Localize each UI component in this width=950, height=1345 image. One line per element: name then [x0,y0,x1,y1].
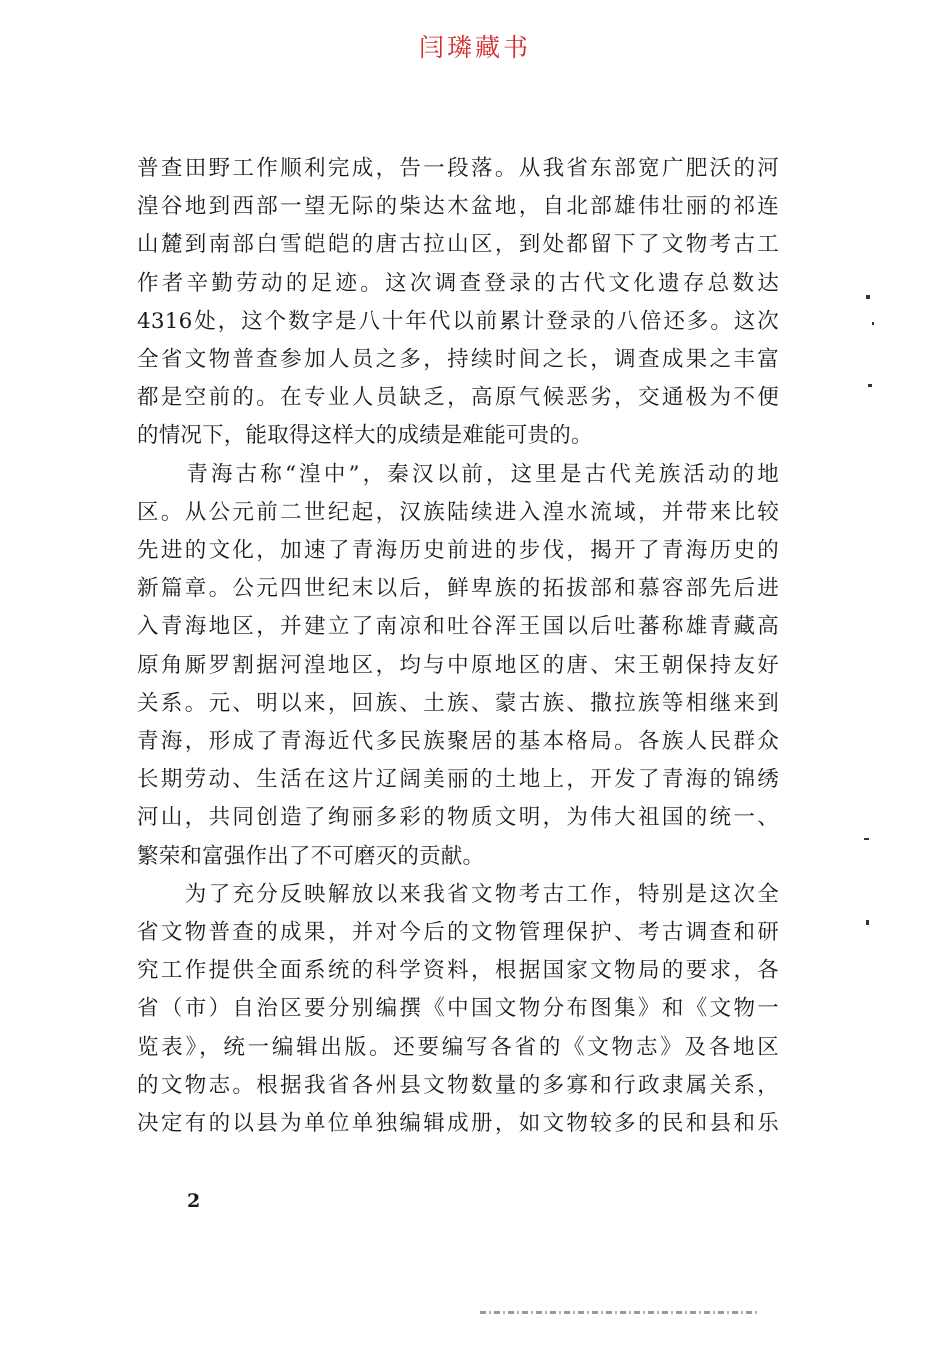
text-line: 区。从公元前二世纪起，汉族陆续进入湟水流域，并带来比较 [137,499,779,525]
text-line: 的情况下，能取得这样大的成绩是难能可贵的。 [137,423,593,449]
text-line: 览表》，统一编辑出版。还要编写各省的《文物志》及各地区 [137,1034,779,1060]
text-line: 青海，形成了青海近代多民族聚居的基本格局。各族人民群众 [137,729,779,755]
text-line: 长期劳动、生活在这片辽阔美丽的土地上，开发了青海的锦绣 [137,767,779,793]
paragraph-3 [137,876,779,1143]
text-line: 湟谷地到西部一望无际的柴达木盆地，自北部雄伟壮丽的祁连 [137,194,779,220]
text-line: 全省文物普查参加人员之多，持续时间之长，调查成果之丰富 [137,347,779,373]
scan-speck [864,838,869,840]
paragraph-1 [137,150,779,456]
text-line: 都是空前的。在专业人员缺乏，高原气候恶劣，交通极为不便 [137,385,779,411]
text-line: 入青海地区，并建立了南凉和吐谷浑王国以后吐蕃称雄青藏高 [137,614,779,640]
paragraph-2 [137,456,779,876]
text-line: 山麓到南部白雪皑皑的唐古拉山区，到处都留下了文物考古工 [137,232,779,258]
scan-bottom-rule [480,1311,760,1314]
text-line: 新篇章。公元四世纪末以后，鲜卑族的拓拔部和慕容部先后进 [137,576,779,602]
scan-speck [872,322,874,325]
scan-speck [868,384,872,387]
scan-speck [866,295,870,299]
text-line: 原角厮罗割据河湟地区，均与中原地区的唐、宋王朝保持友好 [137,652,779,678]
scan-speck [866,920,869,925]
text-line: 普查田野工作顺利完成，告一段落。从我省东部宽广肥沃的河 [137,156,779,181]
text-line: 河山，共同创造了绚丽多彩的物质文明，为伟大祖国的统一、 [137,805,779,831]
text-line: 4316处，这个数字是八十年代以前累计登录的八倍还多。这次 [137,308,779,334]
text-line: 青海古称“湟中”，秦汉以前，这里是古代羌族活动的地 [137,461,779,487]
text-line: 的文物志。根据我省各州县文物数量的多寡和行政隶属关系， [137,1072,779,1098]
text-line: 省文物普查的成果，并对今后的文物管理保护、考古调查和研 [137,920,779,946]
text-line: 作者辛勤劳动的足迹。这次调查登录的古代文化遗存总数达 [137,270,779,296]
page-body [137,150,779,1143]
text-line: 繁荣和富强作出了不可磨灭的贡献。 [137,843,485,869]
text-line: 为了充分反映解放以来我省文物考古工作，特别是这次全 [137,881,779,907]
text-line: 省（市）自治区要分别编撰《中国文物分布图集》和《文物一 [137,996,779,1022]
text-line: 究工作提供全面系统的科学资料，根据国家文物局的要求，各 [137,958,779,984]
text-line: 关系。元、明以来，回族、土族、蒙古族、撒拉族等相继来到 [137,690,779,716]
text-line: 先进的文化，加速了青海历史前进的步伐，揭开了青海历史的 [137,538,779,564]
text-line: 决定有的以县为单位单独编辑成册，如文物较多的民和县和乐 [137,1111,779,1137]
page-number: 2 [187,1190,201,1212]
collector-watermark: 闫璘藏书 [418,33,531,62]
